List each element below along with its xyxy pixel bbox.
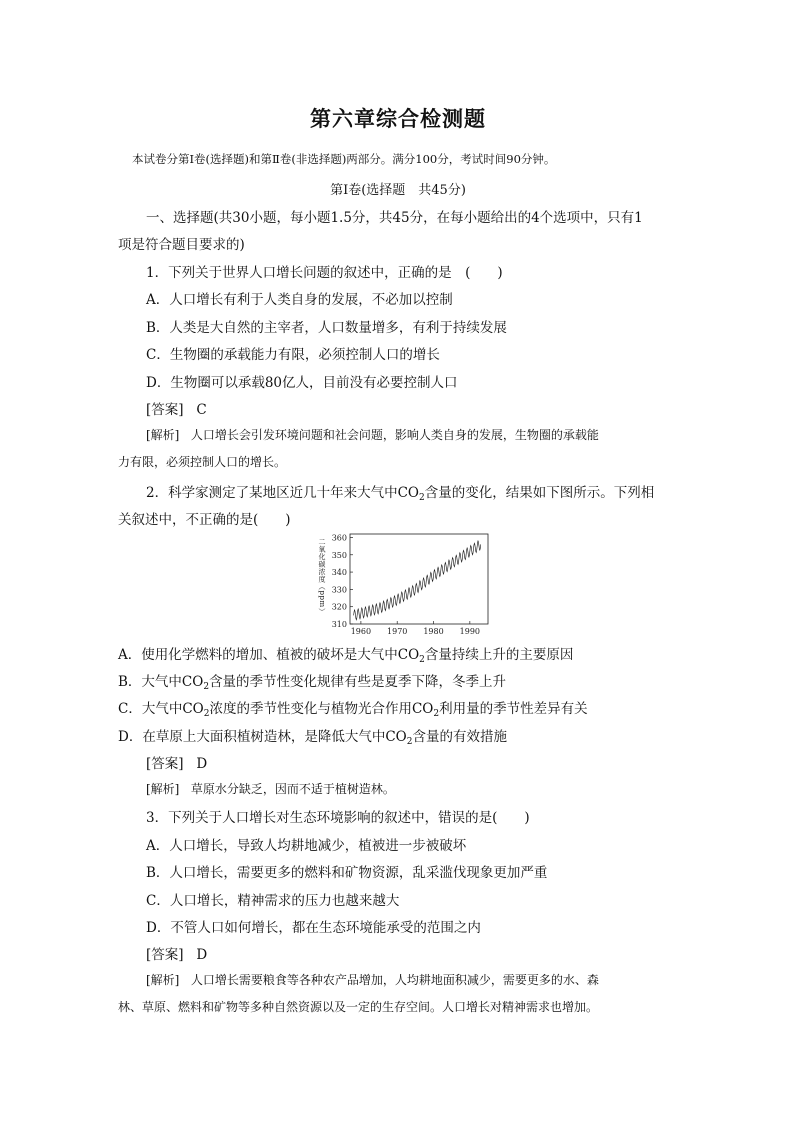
subscript: 2 — [203, 709, 210, 719]
q2-stem-line-1 — [146, 481, 654, 501]
plot-frame — [350, 534, 488, 624]
subscript: 2 — [203, 682, 210, 692]
q2-explain — [146, 780, 395, 797]
q3-answer — [146, 943, 207, 963]
answer-label: [答案] — [146, 402, 184, 418]
q1-option-c: C．生物圈的承载能力有限，必须控制人口的增长 — [146, 347, 440, 363]
subscript: 2 — [433, 709, 440, 719]
q3-option-c: C．人口增长，精神需求的压力也越来越大 — [146, 893, 400, 909]
answer-label: [答案] — [146, 756, 184, 772]
option-text-2: 含量持续上升的主要原因 — [424, 647, 574, 663]
q1-option-b: B．人类是大自然的主宰者，人口数量增多，有利于持续发展 — [146, 320, 507, 336]
explain-label: [解析] — [146, 782, 180, 796]
co2-series-line — [354, 541, 481, 620]
y-tick-label: 330 — [331, 585, 347, 595]
subscript: 2 — [406, 737, 413, 747]
q1-answer — [146, 398, 207, 418]
y-tick-label: 340 — [331, 568, 347, 578]
explain-label: [解析] — [146, 973, 180, 987]
option-text: B．大气中CO — [118, 674, 204, 690]
x-tick-label: 1970 — [387, 627, 408, 636]
option-text-2: 含量的季节性变化规律有些是夏季下降，冬季上升 — [209, 674, 507, 690]
q2-stem-text: 2．科学家测定了某地区近几十年来大气中CO — [146, 485, 419, 501]
subscript: 2 — [419, 493, 425, 503]
q2-answer — [146, 752, 207, 772]
q2-option-b — [118, 670, 506, 690]
q3-option-a: A．人口增长，导致人均耕地减少，植被进一步被破坏 — [146, 838, 467, 854]
answer-value: D — [196, 756, 208, 772]
q3-explain-line-1 — [146, 971, 599, 988]
q3-option-d: D．不管人口如何增长，都在生态环境能承受的范围之内 — [146, 920, 481, 936]
x-tick-label: 1960 — [350, 627, 372, 636]
explain-text: 人口增长会引发环境问题和社会问题，影响人类自身的发展，生物圈的承载能 — [190, 428, 599, 442]
q1-option-a: A．人口增长有利于人类自身的发展，不必加以控制 — [146, 292, 453, 308]
option-text-2: 浓度的季节性变化与植物光合作用CO — [209, 701, 434, 717]
option-text-2: 含量的有效措施 — [412, 729, 507, 745]
q3-explain-line-2: 林、草原、燃料和矿物等多种自然资源以及一定的生存空间。人口增长对精神需求也增加。 — [118, 1000, 599, 1014]
section-title: 第Ⅰ卷(选择题 共45分) — [330, 183, 466, 198]
q1-explain-line-2: 力有限，必须控制人口的增长。 — [118, 455, 287, 469]
q2-stem-line-2: 关叙述中，不正确的是( ) — [118, 512, 291, 528]
option-text: D．在草原上大面积植树造林，是降低大气中CO — [118, 729, 407, 745]
q2-option-a — [118, 643, 573, 663]
x-tick-label: 1980 — [423, 627, 444, 636]
page-title: 第六章综合检测题 — [310, 107, 486, 131]
instructions-line-2: 项是符合题目要求的) — [118, 237, 245, 253]
subscript: 2 — [419, 655, 425, 665]
q2-option-c — [118, 697, 588, 717]
y-tick-label: 360 — [331, 533, 347, 543]
co2-chart — [316, 528, 496, 638]
y-tick-label: 350 — [331, 550, 347, 560]
answer-value: D — [196, 947, 208, 963]
q1-stem: 1．下列关于世界人口增长问题的叙述中，正确的是 ( ) — [146, 265, 503, 281]
option-text-3: 利用量的季节性差异有关 — [439, 701, 588, 717]
explain-text: 草原水分缺乏，因而不适于植树造林。 — [190, 782, 395, 796]
q2-option-d — [118, 725, 507, 745]
option-text: A．使用化学燃料的增加、植被的破坏是大气中CO — [118, 647, 420, 663]
q1-explain-line-1 — [146, 426, 599, 443]
y-tick-label: 310 — [331, 620, 347, 629]
y-tick-label: 320 — [331, 602, 347, 612]
answer-value: C — [196, 402, 207, 418]
exam-intro: 本试卷分第Ⅰ卷(选择题)和第Ⅱ卷(非选择题)两部分。满分100分，考试时间90分钟。 — [132, 152, 556, 166]
instructions-line-1: 一、选择题(共30小题，每小题1.5分，共45分，在每小题给出的4个选项中，只有1 — [146, 210, 643, 226]
q1-option-d: D．生物圈可以承载80亿人，目前没有必要控制人口 — [146, 375, 458, 391]
explain-label: [解析] — [146, 428, 180, 442]
explain-text: 人口增长需要粮食等各种农产品增加，人均耕地面积减少，需要更多的水、森 — [190, 973, 599, 987]
option-text: C．大气中CO — [118, 701, 204, 717]
x-tick-label: 1990 — [459, 627, 481, 636]
q3-option-b: B．人口增长，需要更多的燃料和矿物资源，乱采滥伐现象更加严重 — [146, 865, 548, 881]
q2-stem-text-2: 含量的变化，结果如下图所示。下列相 — [424, 485, 655, 501]
y-axis-label: 二氧化碳浓度（ppm） — [318, 538, 326, 616]
answer-label: [答案] — [146, 947, 184, 963]
q3-stem: 3．下列关于人口增长对生态环境影响的叙述中，错误的是( ) — [146, 810, 530, 826]
